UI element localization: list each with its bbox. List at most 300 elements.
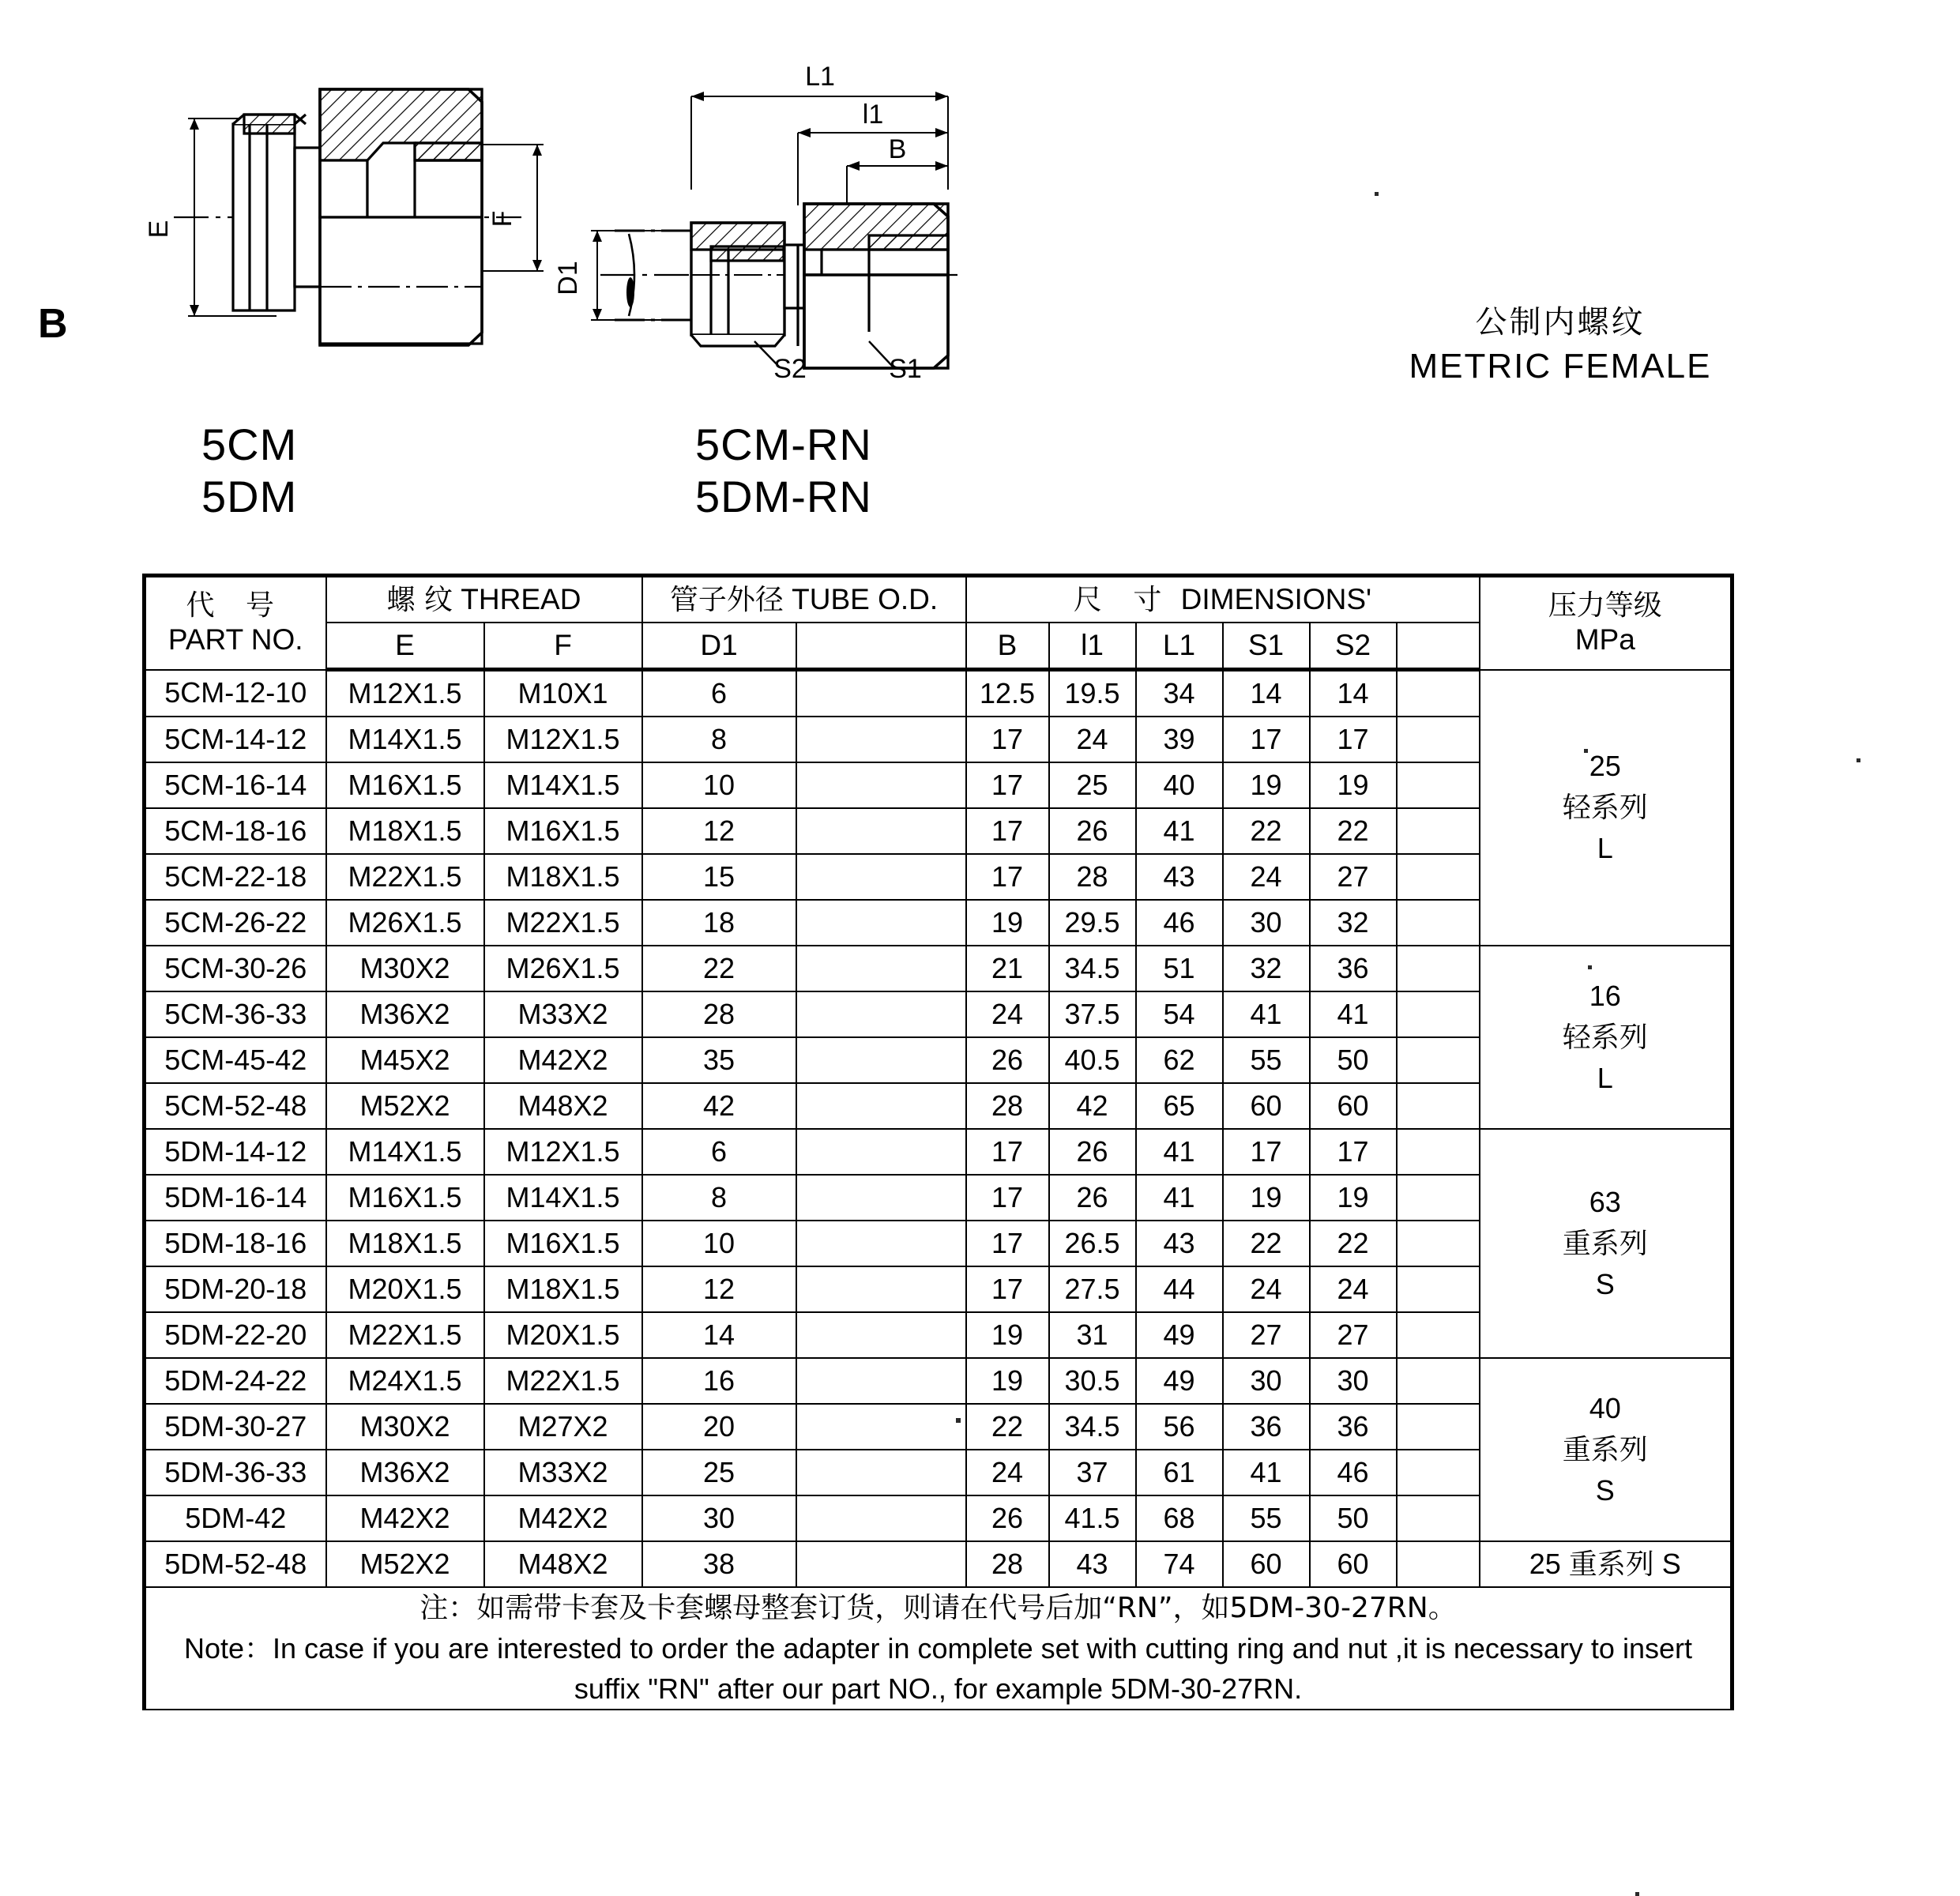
cell-dim-s2: 60: [1310, 1083, 1397, 1129]
cell-tube-d1: 20: [642, 1404, 796, 1450]
cell-part-no: 5CM-12-10: [145, 670, 326, 717]
pressure-series-cn: 重系列: [1562, 1226, 1648, 1259]
cell-dim-l1: 43: [1136, 1221, 1223, 1266]
cell-dim-l1-small: 25: [1049, 762, 1136, 808]
header-tube-od-en: TUBE O.D.: [792, 582, 939, 615]
cell-part-no: 5CM-18-16: [145, 808, 326, 854]
cell-tube-blank: [796, 1221, 966, 1266]
cell-tube-d1: 6: [642, 670, 796, 717]
cell-part-no: 5DM-24-22: [145, 1358, 326, 1404]
cell-tube-blank: [796, 1450, 966, 1495]
cell-dim-l1: 41: [1136, 808, 1223, 854]
cell-thread-e: M18X1.5: [326, 808, 484, 854]
cell-dim-b: 12.5: [966, 670, 1049, 717]
cell-pressure-rating: [1480, 1541, 1732, 1587]
cell-thread-f: M22X1.5: [484, 900, 642, 946]
cell-dim-s1: 14: [1223, 670, 1310, 717]
table-header: [145, 576, 1732, 670]
cell-thread-f: M12X1.5: [484, 717, 642, 762]
cell-tube-blank: [796, 1129, 966, 1175]
model-name-5dm-rn: 5DM-RN: [695, 472, 872, 522]
cell-dim-s1: 60: [1223, 1083, 1310, 1129]
header-part-no-en: PART NO.: [167, 623, 303, 656]
dimension-label-D1: D1: [553, 261, 583, 295]
fitting-drawing-5cm-5dm: [126, 75, 600, 359]
cell-tube-blank: [796, 762, 966, 808]
header-part-no-cn: 代 号: [186, 589, 285, 622]
cell-tube-blank: [796, 1266, 966, 1312]
cell-thread-f: M20X1.5: [484, 1312, 642, 1358]
cell-dim-s2: 17: [1310, 717, 1397, 762]
cell-dim-s2: 50: [1310, 1037, 1397, 1083]
header-col-B: B: [966, 623, 1049, 670]
cell-dim-s2: 19: [1310, 762, 1397, 808]
cell-dim-b: 17: [966, 1221, 1049, 1266]
cell-dim-l1: 74: [1136, 1541, 1223, 1587]
scan-speck: [1588, 965, 1592, 969]
model-labels-left: [201, 419, 297, 523]
cell-tube-d1: 12: [642, 808, 796, 854]
cell-dim-l1: 39: [1136, 717, 1223, 762]
cell-thread-f: M14X1.5: [484, 1175, 642, 1221]
cell-thread-f: M27X2: [484, 1404, 642, 1450]
cell-dim-l1-small: 37: [1049, 1450, 1136, 1495]
cell-tube-d1: 38: [642, 1541, 796, 1587]
pressure-value: 16: [1589, 979, 1621, 1012]
cell-thread-e: M52X2: [326, 1541, 484, 1587]
cell-dim-s1: 22: [1223, 1221, 1310, 1266]
cell-thread-e: M45X2: [326, 1037, 484, 1083]
cell-part-no: 5CM-22-18: [145, 854, 326, 900]
cell-thread-e: M14X1.5: [326, 1129, 484, 1175]
cell-dim-l1-small: 26: [1049, 1175, 1136, 1221]
cell-tube-blank: [796, 946, 966, 991]
scan-speck: [1635, 1892, 1639, 1896]
cell-thread-e: M14X1.5: [326, 717, 484, 762]
cell-dim-s1: 41: [1223, 991, 1310, 1037]
cell-part-no: 5CM-30-26: [145, 946, 326, 991]
cell-thread-e: M16X1.5: [326, 762, 484, 808]
cell-dim-blank: [1397, 1083, 1480, 1129]
cell-dim-blank: [1397, 1541, 1480, 1587]
pressure-series-cn: 重系列: [1562, 1432, 1648, 1465]
cell-part-no: 5CM-36-33: [145, 991, 326, 1037]
cell-dim-blank: [1397, 1312, 1480, 1358]
cell-tube-d1: 25: [642, 1450, 796, 1495]
cell-dim-s1: 55: [1223, 1037, 1310, 1083]
table-footer: [145, 1587, 1732, 1710]
cell-dim-l1: 49: [1136, 1358, 1223, 1404]
cell-tube-d1: 15: [642, 854, 796, 900]
header-part-no: [145, 576, 326, 670]
cell-thread-f: M48X2: [484, 1083, 642, 1129]
cell-thread-e: M24X1.5: [326, 1358, 484, 1404]
cell-tube-blank: [796, 1495, 966, 1541]
cell-dim-b: 19: [966, 900, 1049, 946]
cell-tube-d1: 6: [642, 1129, 796, 1175]
cell-dim-l1-small: 34.5: [1049, 946, 1136, 991]
cell-dim-s2: 36: [1310, 1404, 1397, 1450]
cell-tube-blank: [796, 808, 966, 854]
cell-dim-s1: 24: [1223, 1266, 1310, 1312]
cell-dim-s2: 27: [1310, 1312, 1397, 1358]
cell-dim-b: 26: [966, 1495, 1049, 1541]
specification-table: [142, 574, 1734, 1710]
pressure-series-code: L: [1597, 832, 1613, 865]
cell-thread-e: M30X2: [326, 946, 484, 991]
cell-dim-b: 17: [966, 717, 1049, 762]
cell-tube-d1: 42: [642, 1083, 796, 1129]
cell-tube-blank: [796, 1312, 966, 1358]
cell-thread-e: M16X1.5: [326, 1175, 484, 1221]
cell-thread-f: M33X2: [484, 1450, 642, 1495]
dimension-label-S2: S2: [773, 354, 807, 379]
cell-thread-f: M42X2: [484, 1037, 642, 1083]
cell-dim-b: 24: [966, 1450, 1049, 1495]
cell-dim-s1: 41: [1223, 1450, 1310, 1495]
header-thread-group: [326, 576, 642, 623]
cell-dim-b: 21: [966, 946, 1049, 991]
cell-pressure-rating: [1480, 946, 1732, 1129]
cell-thread-e: M20X1.5: [326, 1266, 484, 1312]
cell-tube-d1: 8: [642, 1175, 796, 1221]
cell-dim-s1: 36: [1223, 1404, 1310, 1450]
cell-dim-l1: 51: [1136, 946, 1223, 991]
dimension-label-S1: S1: [889, 354, 922, 379]
cell-dim-s1: 22: [1223, 808, 1310, 854]
cell-dim-l1-small: 43: [1049, 1541, 1136, 1587]
title-chinese: 公制内螺纹: [1475, 304, 1646, 340]
cell-tube-blank: [796, 717, 966, 762]
cell-dim-s1: 19: [1223, 762, 1310, 808]
cell-dim-l1-small: 26: [1049, 808, 1136, 854]
cell-dim-s1: 17: [1223, 717, 1310, 762]
cell-thread-f: M48X2: [484, 1541, 642, 1587]
cell-dim-s2: 41: [1310, 991, 1397, 1037]
cell-dim-s1: 30: [1223, 900, 1310, 946]
header-col-E: E: [326, 623, 484, 670]
scan-speck: [1857, 758, 1860, 762]
cell-part-no: 5DM-42: [145, 1495, 326, 1541]
header-thread-en: THREAD: [461, 582, 581, 615]
cell-dim-blank: [1397, 1358, 1480, 1404]
cell-tube-d1: 30: [642, 1495, 796, 1541]
cell-dim-blank: [1397, 946, 1480, 991]
cell-part-no: 5CM-16-14: [145, 762, 326, 808]
header-tube-od-cn: 管子外径: [669, 583, 784, 616]
cell-tube-blank: [796, 670, 966, 717]
cell-thread-e: M52X2: [326, 1083, 484, 1129]
cell-thread-e: M22X1.5: [326, 854, 484, 900]
cell-part-no: 5CM-14-12: [145, 717, 326, 762]
cell-dim-l1: 41: [1136, 1129, 1223, 1175]
header-col-S1: S1: [1223, 623, 1310, 670]
cell-tube-d1: 10: [642, 762, 796, 808]
header-dimensions-group: [966, 576, 1480, 623]
cell-thread-e: M22X1.5: [326, 1312, 484, 1358]
cell-dim-l1-small: 30.5: [1049, 1358, 1136, 1404]
cell-pressure-rating: [1480, 1129, 1732, 1358]
cell-dim-s2: 24: [1310, 1266, 1397, 1312]
header-col-S2: S2: [1310, 623, 1397, 670]
cell-thread-f: M18X1.5: [484, 854, 642, 900]
cell-dim-l1: 49: [1136, 1312, 1223, 1358]
cell-dim-l1-small: 31: [1049, 1312, 1136, 1358]
header-col-L1: L1: [1136, 623, 1223, 670]
pressure-value: 25: [1589, 749, 1621, 782]
cell-dim-b: 24: [966, 991, 1049, 1037]
header-thread-cn: 螺 纹: [386, 583, 453, 616]
cell-thread-e: M42X2: [326, 1495, 484, 1541]
note-line-english-2: suffix "RN" after our part NO., for example 5DM-30-27RN.: [574, 1672, 1303, 1706]
title-block: [1390, 304, 1730, 387]
dimension-label-B: B: [888, 134, 907, 164]
cell-dim-blank: [1397, 1266, 1480, 1312]
dimension-label-L1: L1: [805, 62, 835, 92]
cell-thread-f: M14X1.5: [484, 762, 642, 808]
cell-tube-blank: [796, 1541, 966, 1587]
cell-dim-l1: 40: [1136, 762, 1223, 808]
cell-tube-d1: 22: [642, 946, 796, 991]
table-row: [145, 1358, 1732, 1404]
header-dimensions-en: DIMENSIONS': [1180, 582, 1372, 615]
cell-dim-blank: [1397, 900, 1480, 946]
cell-part-no: 5DM-14-12: [145, 1129, 326, 1175]
cell-part-no: 5DM-20-18: [145, 1266, 326, 1312]
cell-dim-b: 19: [966, 1358, 1049, 1404]
cell-dim-s2: 22: [1310, 808, 1397, 854]
cell-tube-d1: 8: [642, 717, 796, 762]
cell-dim-blank: [1397, 854, 1480, 900]
cell-tube-d1: 14: [642, 1312, 796, 1358]
cell-dim-l1-small: 29.5: [1049, 900, 1136, 946]
model-labels-right: [695, 419, 872, 523]
model-name-5dm: 5DM: [201, 472, 298, 522]
cell-dim-blank: [1397, 1037, 1480, 1083]
cell-tube-blank: [796, 900, 966, 946]
order-note: [145, 1587, 1732, 1710]
pressure-value: 40: [1589, 1391, 1621, 1424]
dimension-label-E: E: [144, 220, 174, 239]
cell-thread-e: M26X1.5: [326, 900, 484, 946]
header-col-tube-blank: [796, 623, 966, 670]
cell-dim-blank: [1397, 670, 1480, 717]
header-col-l1: l1: [1049, 623, 1136, 670]
cell-thread-e: M18X1.5: [326, 1221, 484, 1266]
table-body: [145, 670, 1732, 1588]
cell-dim-b: 28: [966, 1083, 1049, 1129]
cell-dim-l1-small: 41.5: [1049, 1495, 1136, 1541]
cell-dim-blank: [1397, 1495, 1480, 1541]
table-row: [145, 1541, 1732, 1587]
cell-thread-f: M16X1.5: [484, 808, 642, 854]
cell-dim-blank: [1397, 1450, 1480, 1495]
cell-dim-l1-small: 19.5: [1049, 670, 1136, 717]
cell-tube-blank: [796, 1083, 966, 1129]
header-col-dim-blank: [1397, 623, 1480, 670]
cell-dim-blank: [1397, 1129, 1480, 1175]
cell-dim-l1: 43: [1136, 854, 1223, 900]
model-name-5cm: 5CM: [201, 419, 298, 469]
cell-part-no: 5DM-18-16: [145, 1221, 326, 1266]
pressure-series-cn: 轻系列: [1562, 1020, 1648, 1053]
cell-dim-l1-small: 28: [1049, 854, 1136, 900]
cell-dim-l1-small: 37.5: [1049, 991, 1136, 1037]
cell-dim-s2: 17: [1310, 1129, 1397, 1175]
cell-thread-f: M33X2: [484, 991, 642, 1037]
header-col-F: F: [484, 623, 642, 670]
cell-tube-blank: [796, 1175, 966, 1221]
cell-part-no: 5DM-22-20: [145, 1312, 326, 1358]
cell-dim-b: 26: [966, 1037, 1049, 1083]
cell-dim-b: 17: [966, 1129, 1049, 1175]
cell-tube-blank: [796, 854, 966, 900]
cell-dim-l1-small: 42: [1049, 1083, 1136, 1129]
cell-thread-f: M10X1: [484, 670, 642, 717]
cell-dim-l1-small: 27.5: [1049, 1266, 1136, 1312]
cell-tube-d1: 18: [642, 900, 796, 946]
dimension-label-l1: l1: [862, 100, 884, 130]
cell-dim-l1: 44: [1136, 1266, 1223, 1312]
cell-pressure-rating: [1480, 670, 1732, 946]
title-english: METRIC FEMALE: [1409, 347, 1712, 386]
scan-speck: [1375, 192, 1379, 196]
cell-dim-l1: 56: [1136, 1404, 1223, 1450]
cell-tube-d1: 12: [642, 1266, 796, 1312]
fitting-drawing-5cm-rn-5dm-rn: [553, 47, 1027, 379]
cell-part-no: 5DM-16-14: [145, 1175, 326, 1221]
pressure-series-code: S: [1595, 1474, 1615, 1507]
cell-tube-d1: 28: [642, 991, 796, 1037]
cell-thread-e: M30X2: [326, 1404, 484, 1450]
cell-dim-s1: 30: [1223, 1358, 1310, 1404]
header-pressure-group: [1480, 576, 1732, 670]
cell-pressure-rating: [1480, 1358, 1732, 1541]
cell-dim-s1: 17: [1223, 1129, 1310, 1175]
cell-tube-d1: 35: [642, 1037, 796, 1083]
cell-thread-f: M16X1.5: [484, 1221, 642, 1266]
cell-part-no: 5DM-52-48: [145, 1541, 326, 1587]
cell-part-no: 5CM-45-42: [145, 1037, 326, 1083]
cell-part-no: 5DM-36-33: [145, 1450, 326, 1495]
cell-dim-s2: 22: [1310, 1221, 1397, 1266]
cell-part-no: 5CM-26-22: [145, 900, 326, 946]
cell-dim-l1: 68: [1136, 1495, 1223, 1541]
table-row: [145, 1129, 1732, 1175]
header-pressure-cn: 压力等级: [1548, 589, 1662, 622]
cell-dim-s2: 32: [1310, 900, 1397, 946]
cell-dim-s1: 60: [1223, 1541, 1310, 1587]
cell-dim-s1: 55: [1223, 1495, 1310, 1541]
cell-dim-l1-small: 24: [1049, 717, 1136, 762]
cell-tube-d1: 10: [642, 1221, 796, 1266]
cell-dim-blank: [1397, 717, 1480, 762]
cell-dim-l1: 54: [1136, 991, 1223, 1037]
cell-dim-blank: [1397, 1221, 1480, 1266]
cell-tube-blank: [796, 1037, 966, 1083]
cell-dim-l1: 62: [1136, 1037, 1223, 1083]
cell-dim-s2: 27: [1310, 854, 1397, 900]
note-line-english-1: Note：In case if you are interested to order the adapter in complete set with cutting ring and nut ,it is necessary to insert: [183, 1632, 1692, 1665]
pressure-series-cn: 轻系列: [1562, 791, 1648, 824]
cell-dim-s2: 60: [1310, 1541, 1397, 1587]
pressure-series-code: S: [1595, 1268, 1615, 1301]
cell-tube-d1: 16: [642, 1358, 796, 1404]
cell-thread-f: M12X1.5: [484, 1129, 642, 1175]
pressure-series-code: L: [1597, 1062, 1613, 1095]
cell-dim-blank: [1397, 808, 1480, 854]
cell-dim-b: 17: [966, 808, 1049, 854]
cell-dim-s1: 24: [1223, 854, 1310, 900]
cell-dim-l1: 65: [1136, 1083, 1223, 1129]
cell-dim-b: 17: [966, 1175, 1049, 1221]
cell-dim-l1-small: 26.5: [1049, 1221, 1136, 1266]
cell-dim-s1: 19: [1223, 1175, 1310, 1221]
cell-dim-b: 17: [966, 854, 1049, 900]
pressure-value: 63: [1589, 1185, 1621, 1218]
cell-tube-blank: [796, 1404, 966, 1450]
cell-dim-b: 19: [966, 1312, 1049, 1358]
cell-dim-s2: 50: [1310, 1495, 1397, 1541]
cell-dim-s2: 36: [1310, 946, 1397, 991]
cell-thread-f: M42X2: [484, 1495, 642, 1541]
model-name-5cm-rn: 5CM-RN: [695, 419, 872, 469]
cell-dim-l1: 34: [1136, 670, 1223, 717]
cell-dim-l1: 46: [1136, 900, 1223, 946]
cell-thread-f: M26X1.5: [484, 946, 642, 991]
cell-dim-s1: 27: [1223, 1312, 1310, 1358]
cell-tube-blank: [796, 1358, 966, 1404]
header-pressure-en: MPa: [1574, 623, 1635, 656]
cell-dim-blank: [1397, 1404, 1480, 1450]
cell-dim-blank: [1397, 1175, 1480, 1221]
cell-dim-b: 22: [966, 1404, 1049, 1450]
cell-dim-l1-small: 34.5: [1049, 1404, 1136, 1450]
cell-dim-s2: 19: [1310, 1175, 1397, 1221]
header-dimensions-cn: 尺 寸: [1073, 583, 1173, 616]
cell-dim-blank: [1397, 991, 1480, 1037]
cell-dim-s2: 46: [1310, 1450, 1397, 1495]
cell-thread-e: M36X2: [326, 1450, 484, 1495]
header-tube-od-group: [642, 576, 966, 623]
cell-dim-s2: 14: [1310, 670, 1397, 717]
cell-thread-e: M12X1.5: [326, 670, 484, 717]
cell-thread-f: M18X1.5: [484, 1266, 642, 1312]
cell-dim-s2: 30: [1310, 1358, 1397, 1404]
pressure-inline: 25 重系列 S: [1529, 1547, 1681, 1580]
scan-speck: [956, 1418, 961, 1423]
cell-dim-b: 17: [966, 1266, 1049, 1312]
cell-tube-blank: [796, 991, 966, 1037]
cell-part-no: 5DM-30-27: [145, 1404, 326, 1450]
cell-thread-e: M36X2: [326, 991, 484, 1037]
table-row: [145, 670, 1732, 717]
cell-thread-f: M22X1.5: [484, 1358, 642, 1404]
scan-speck: [1584, 749, 1588, 753]
cell-dim-l1: 61: [1136, 1450, 1223, 1495]
note-line-chinese: 注：如需带卡套及卡套螺母整套订货，则请在代号后加“RN”，如5DM-30-27RN。: [419, 1592, 1457, 1624]
cell-dim-blank: [1397, 762, 1480, 808]
cell-dim-b: 17: [966, 762, 1049, 808]
cell-dim-l1: 41: [1136, 1175, 1223, 1221]
dimension-label-F: F: [487, 210, 517, 228]
cell-dim-l1-small: 26: [1049, 1129, 1136, 1175]
cell-part-no: 5CM-52-48: [145, 1083, 326, 1129]
table-row: [145, 946, 1732, 991]
cell-dim-b: 28: [966, 1541, 1049, 1587]
cell-dim-s1: 32: [1223, 946, 1310, 991]
page-section-marker: B: [38, 301, 69, 347]
